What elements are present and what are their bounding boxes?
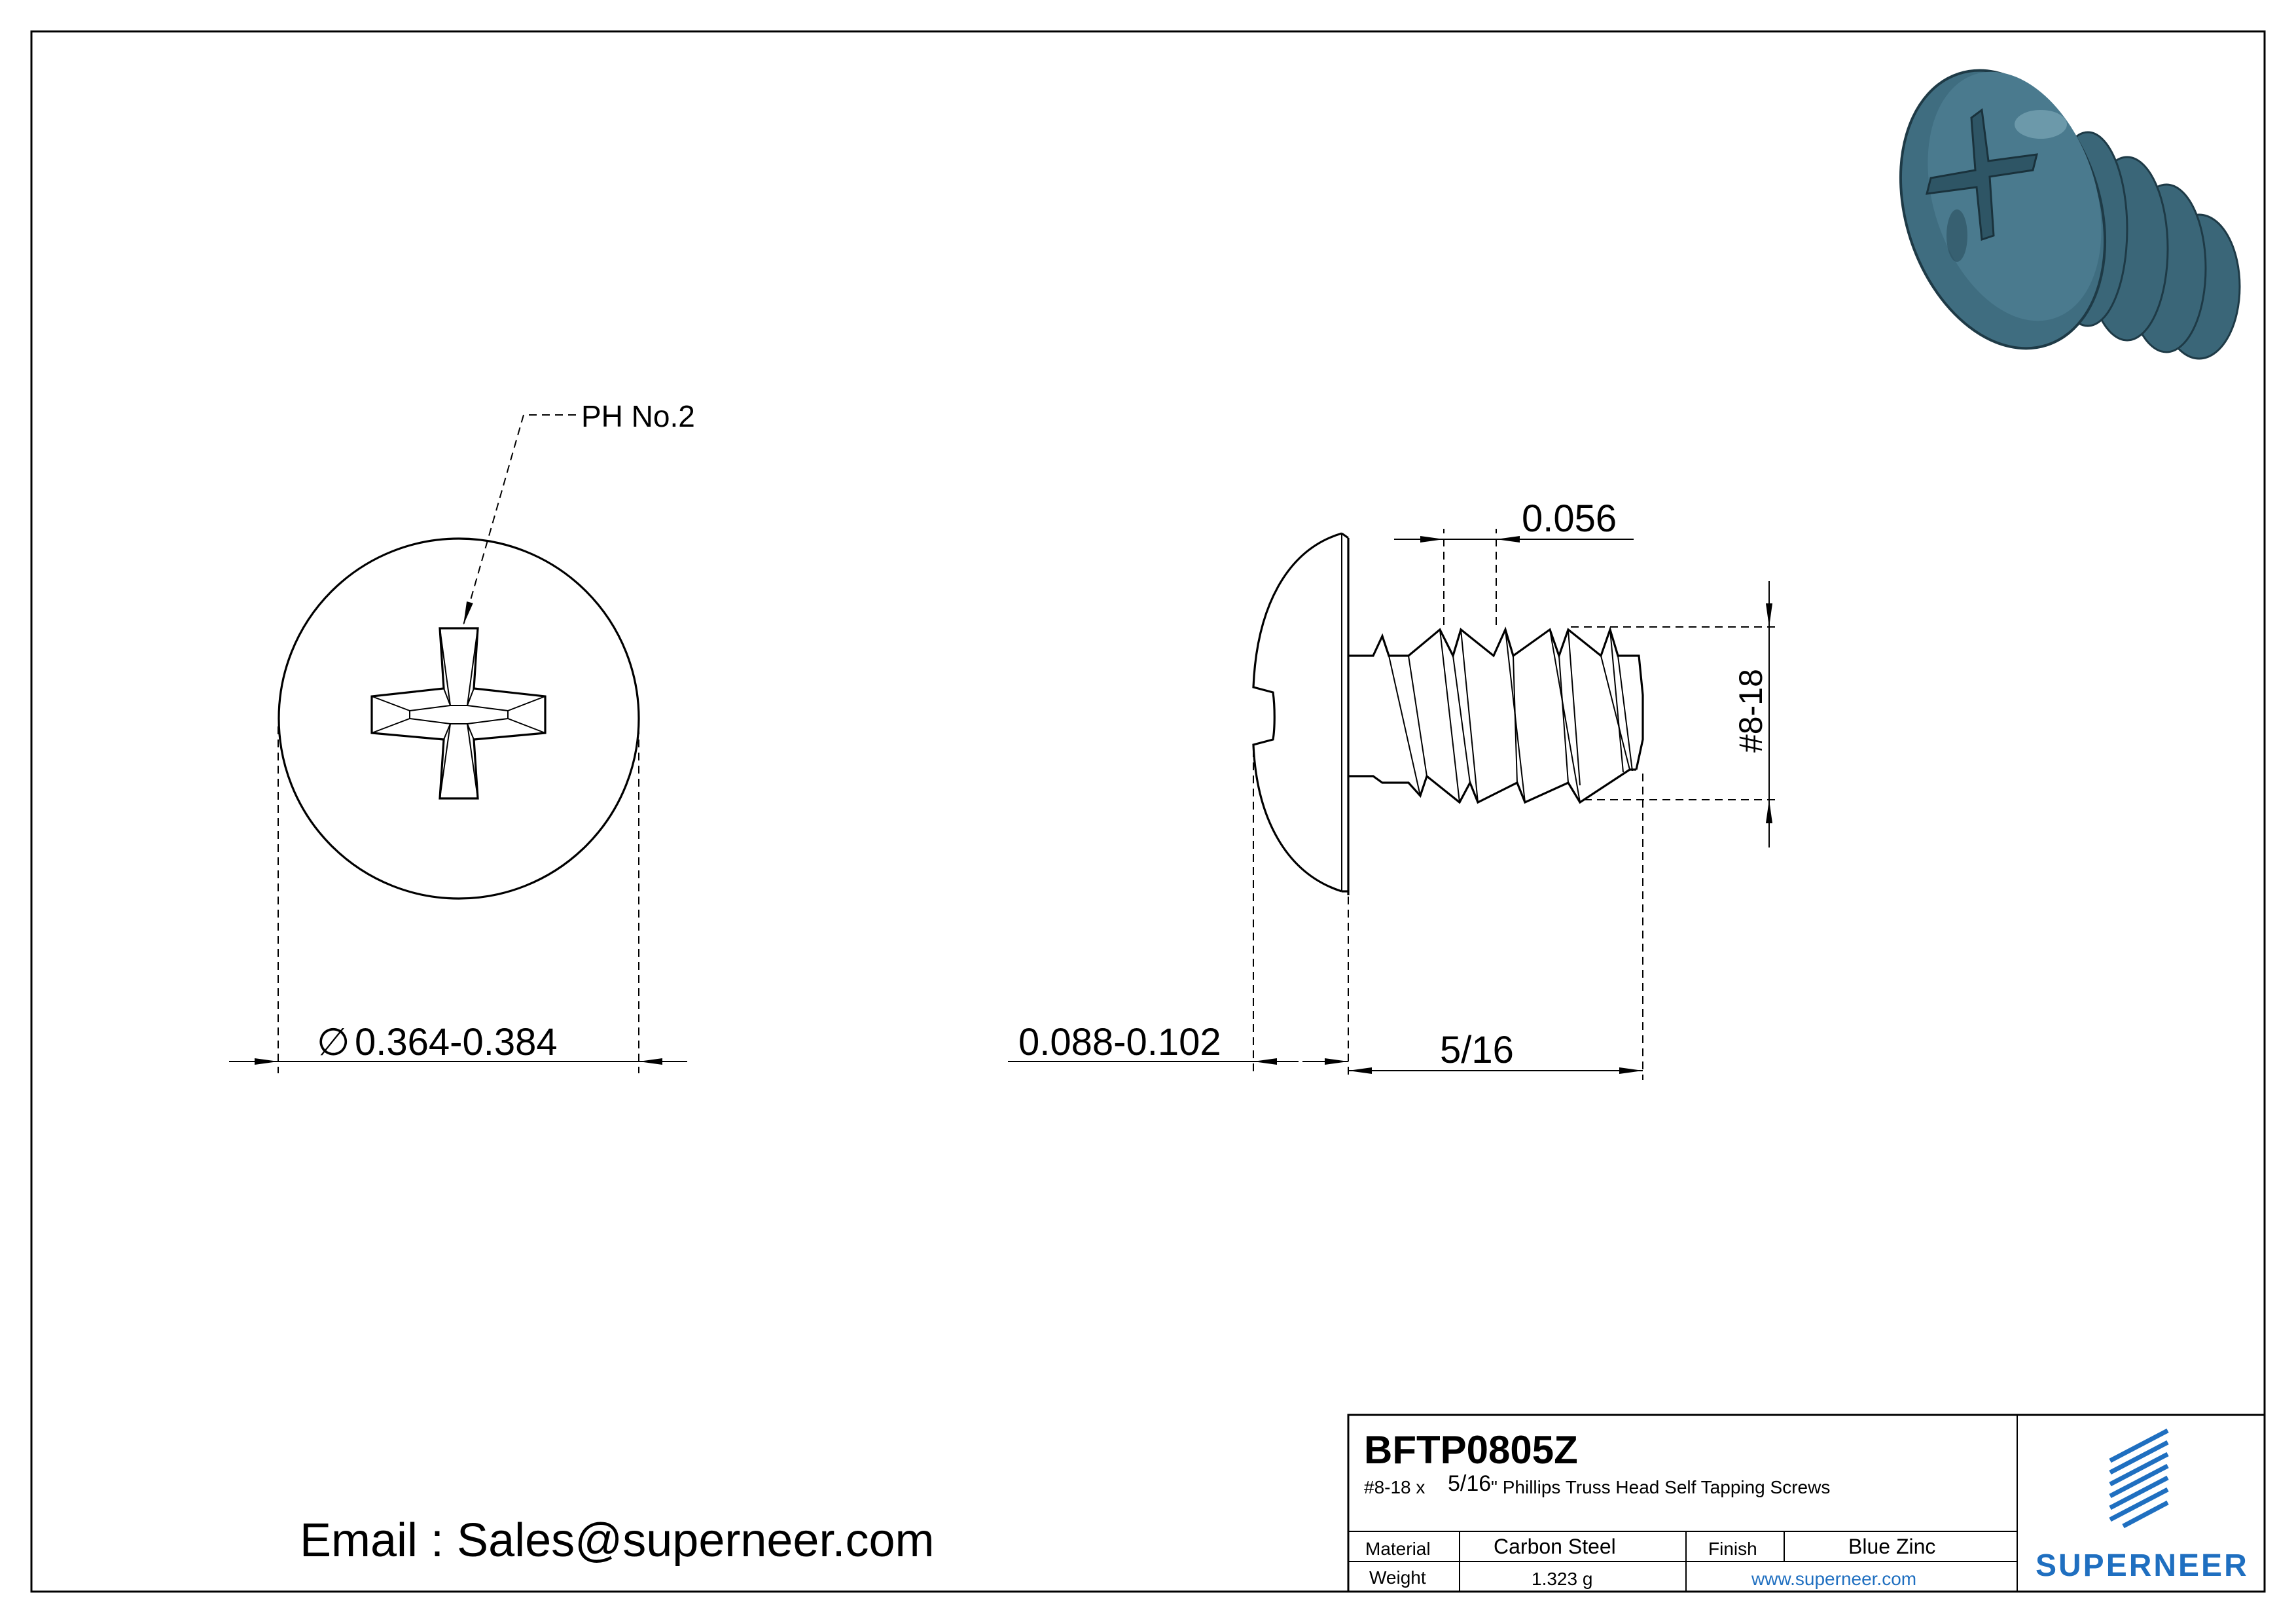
- weight-value: 1.323 g: [1532, 1569, 1593, 1589]
- finish-value: Blue Zinc: [1848, 1535, 1936, 1558]
- head-height-dimension: 0.088-0.102: [1018, 1021, 1221, 1063]
- length-dimension: 5/16: [1440, 1029, 1514, 1071]
- contact-email: Email : Sales@superneer.com: [300, 1514, 935, 1567]
- superneer-logo-icon: [2110, 1431, 2168, 1526]
- weight-label: Weight: [1369, 1567, 1426, 1588]
- brand-name: SUPERNEER: [2036, 1548, 2249, 1583]
- diameter-symbol: ∅: [317, 1021, 350, 1063]
- phillips-recess: [372, 628, 545, 798]
- size-prefix: #8-18 x: [1364, 1477, 1426, 1497]
- truss-head-profile: [1253, 533, 1342, 891]
- front-view: [229, 399, 695, 1073]
- side-view: [1008, 497, 1780, 1080]
- size-length: 5/16: [1448, 1471, 1492, 1496]
- head-diameter-dimension: 0.364-0.384: [355, 1021, 558, 1063]
- screw-render-icon: [1867, 44, 2240, 375]
- recess-label: PH No.2: [581, 399, 695, 433]
- material-label: Material: [1365, 1539, 1431, 1559]
- title-block: [1348, 1415, 2265, 1592]
- recess-leader-line: [463, 415, 576, 625]
- thread-size-dimension: #8-18: [1732, 669, 1769, 753]
- part-description: " Phillips Truss Head Self Tapping Screws: [1491, 1477, 1831, 1497]
- material-value: Carbon Steel: [1494, 1535, 1616, 1558]
- website-link[interactable]: www.superneer.com: [1751, 1569, 1917, 1589]
- pitch-dimension: 0.056: [1522, 497, 1617, 540]
- part-number: BFTP0805Z: [1364, 1428, 1578, 1472]
- thread-helix: [1389, 630, 1632, 802]
- head-outline-circle: [279, 539, 639, 899]
- finish-label: Finish: [1708, 1539, 1757, 1559]
